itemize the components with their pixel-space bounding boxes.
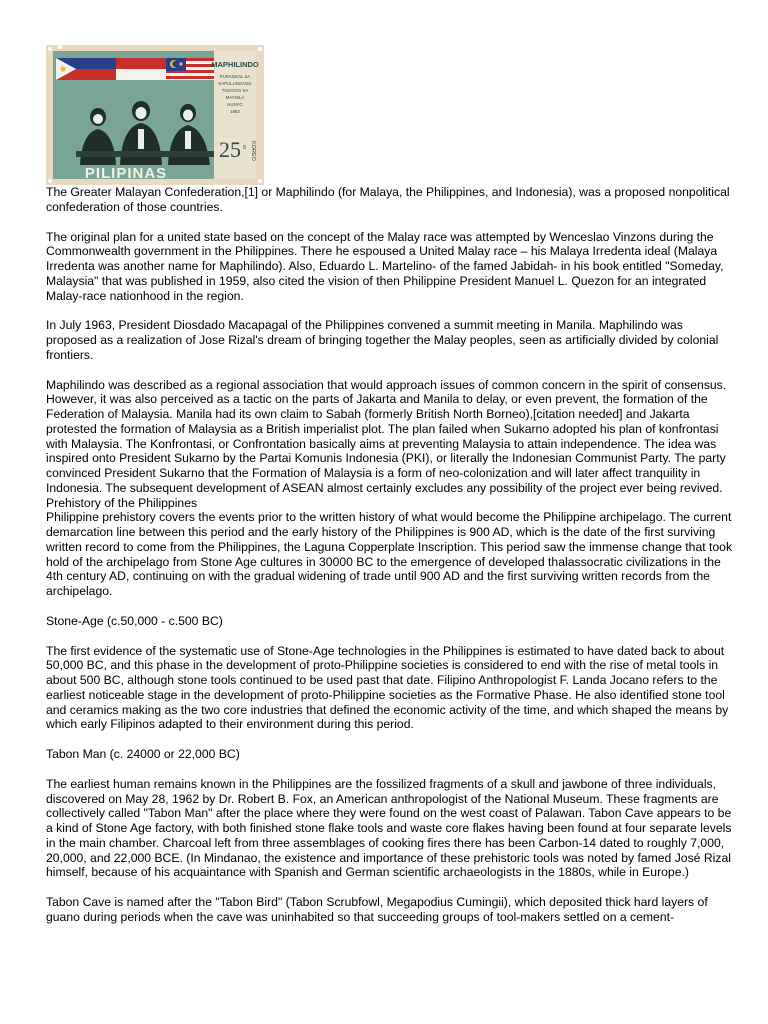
paragraph-original-plan: The original plan for a united state based on the concept of the Malay race was attempted by Wenceslao Vinzons during the Commonwealth government in the Philippines. There he espoused a United Malay race – his Malaya Irredenta ideal (Malaya Irredenta was another name for Maphilindo). Also, Eduardo L. Martelino- of the famed Jabidah- in his book entitled "Someday, Malaysia" that was published in 1959, also cited the vision of then Philippine President Manuel L. Quezon for an integrated Malay-race nationhood in the region.: [46, 229, 724, 303]
maphilindo-stamp-image: [46, 45, 264, 185]
spacer: [46, 629, 736, 644]
spacer: [46, 732, 736, 747]
paragraph-intro: The Greater Malayan Confederation,[1] or Maphilindo (for Malaya, the Philippines, and Indonesia), was a proposed nonpolitical confederation of those countries.: [46, 185, 730, 214]
spacer: [46, 363, 736, 378]
stamp-currency: KOREO: [250, 141, 256, 161]
paragraph-tabon-man: The earliest human remains known in the Philippines are the fossilized fragments of a skull and jawbone of three individuals, discovered on May 28, 1962 by Dr. Robert B. Fox, an American anthropologist of the National Museum. These fragments are collectively called "Tabon Man" after the place where they were found on the west coast of Palawan. Tabon Cave appears to be a kind of Stone Age factory, with both finished stone flake tools and waste core flakes having been found at four separate levels in the main chamber. Charcoal left from three assemblages of cooking fires there has been Carbon-14 dated to roughly 7,000, 20,000, and 22,000 BCE. (In Mindanao, the existence and importance of these prehistoric tools was noted by famed José Rizal himself, because of his acquaintance with Spanish and German scientific archaeologists in the 1880s, while in Europe.): [46, 776, 732, 880]
stamp-subtitle-line: PUNANGAL SA: [219, 74, 251, 79]
section-heading-stone-age: Stone-Age (c.50,000 - c.500 BC): [46, 613, 223, 628]
stamp-name: MAPHILINDO: [211, 60, 259, 69]
document-page: [46, 45, 736, 925]
stamp-denomination-suffix: s: [243, 142, 247, 151]
stamp-country: PILIPINAS: [84, 165, 168, 182]
paragraph-prehistory: Philippine prehistory covers the events prior to the written history of what would become the Philippine archipelago. The current demarcation line between this period and the early history of the Philippines is 900 AD, which is the date of the first surviving written record to come from the Philippines, the Laguna Copperplate Inscription. This period saw the immense change that took hold of the archipelago from Stone Age cultures in 30000 BC to the emergence of developed thalassocratic civilizations in the 4th century AD, continuing on with the gradual widening of trade until 900 AD and the first surviving written records from the archipelago.: [46, 510, 733, 598]
paragraph-regional-association: Maphilindo was described as a regional association that would approach issues of common concern in the spirit of consensus. However, it was also perceived as a tactic on the parts of Jakarta and Manila to delay, or even prevent, the formation of the Federation of Malaysia. Manila had its own claim to Sabah (formerly British North Borneo),[citation needed] and Jakarta protested the formation of Malaysia as a British imperialist plot. The plan failed when Sukarno adopted his plan of konfrontasi with Malaysia. The Konfrontasi, or Confrontation basically aims at preventing Malaysia to attain independence. The idea was inspired onto President Sukarno by the Partai Komunis Indonesia (PKI), or literally the Indonesian Communist Party. The party convinced President Sukarno that the Formation of Malaysia is a form of neo-colonization and will later affect tranquility in Indonesia. The subsequent development of ASEAN almost certainly excludes any possibility of the project ever being revived.: [46, 377, 727, 495]
spacer: [46, 215, 736, 230]
spacer: [46, 880, 736, 895]
paragraph-tabon-cave: Tabon Cave is named after the "Tabon Bird" (Tabon Scrubfowl, Megapodius Cumingii), which deposited thick hard layers of guano during periods when the cave was uninhabited so that succeeding groups of tool-makers settled on a cement-: [46, 895, 708, 924]
paragraph-summit: In July 1963, President Diosdado Macapagal of the Philippines convened a summit meeting in Manila. Maphilindo was proposed as a realization of Jose Rizal's dream of bringing together the Malay peoples, seen as artificially divided by colonial frontiers.: [46, 318, 719, 362]
section-heading-tabon-man: Tabon Man (c. 24000 or 22,000 BC): [46, 747, 240, 761]
stamp-subtitle-line: 1963: [230, 109, 240, 114]
paragraph-stone-age: The first evidence of the systematic use of Stone-Age technologies in the Philippines is estimated to have dated back to about 50,000 BC, and this phase in the development of proto-Philippine societies is considered to end with the rise of metal tools in about 500 BC, although stone tools continued to be used past that date. Filipino Anthropologist F. Landa Jocano refers to the earliest noticeable stage in the development of proto-Philippine societies as the Formative Phase. He also identified stone tool and ceramics making as the two core industries that defined the economic activity of the time, and which shaped the means by which early Filipinos adapted to their environment during this period.: [46, 643, 729, 732]
stamp-subtitle-line: TAGATAG SA: [221, 88, 249, 93]
stamp-denomination: 25: [219, 137, 241, 162]
stamp-subtitle-line: MAYNILA: [225, 95, 245, 100]
spacer: [46, 303, 736, 318]
stamp-illustration: [46, 45, 264, 185]
stamp-subtitle-line: HUNYO: [227, 102, 243, 107]
spacer: [46, 762, 736, 777]
stamp-subtitle-line: KAPULUNGANG: [218, 81, 252, 86]
section-heading-prehistory: Prehistory of the Philippines: [46, 495, 198, 510]
spacer: [46, 599, 736, 614]
